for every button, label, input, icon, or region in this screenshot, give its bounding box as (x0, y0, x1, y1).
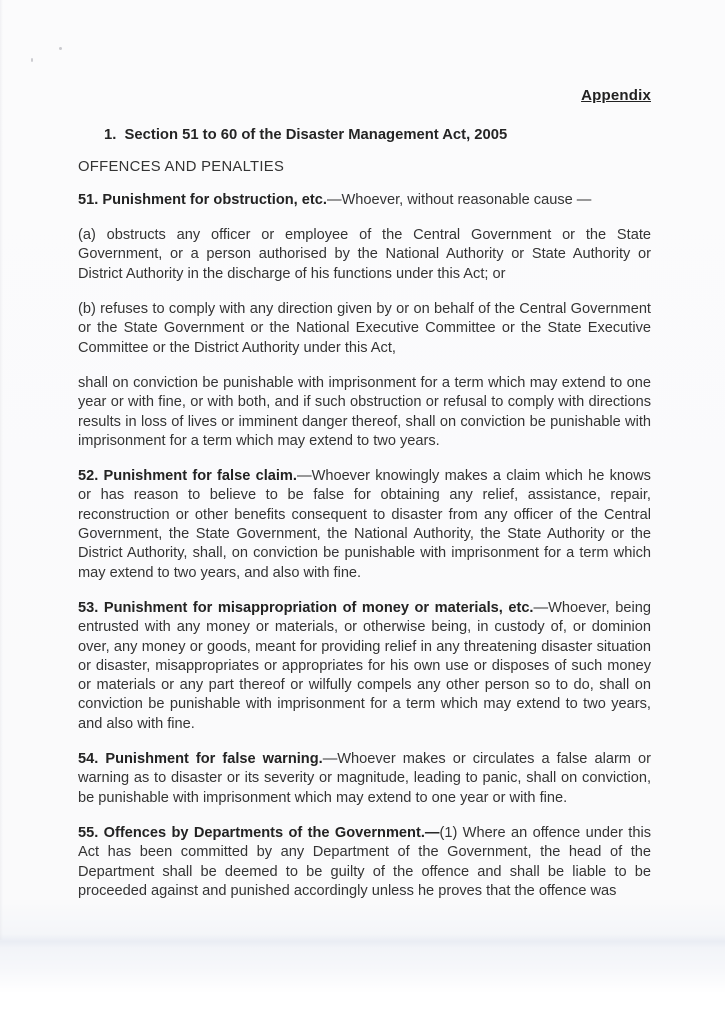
section-52-text: —Whoever knowingly makes a claim which he knows or has reason to believe to be false for obtaining any relief, assistance, repair, reconstruction or other benefits consequent to disaster from any officer of the Central Government, the State Government, the National Authority, the State Authority or the District Authority, shall, on conviction be punishable with imprisonment for a term which may extend to two years, and also with fine. (78, 468, 651, 581)
section-55-heading: 55. Offences by Departments of the Government.— (78, 824, 440, 841)
section-55-text: (1) Where an offence under this Act has been committed by any Department of the Government, the head of the Department shall be deemed to be guilty of the offence and shall be liable to be proceeded against and punished accordingly unless he proves that the offence was (78, 824, 652, 899)
scan-bottom-streak (0, 934, 725, 948)
appendix-header (78, 86, 651, 106)
section-subtitle: OFFENCES AND PENALTIES (78, 158, 285, 175)
document-content (78, 86, 651, 917)
section-51-penalty-text: shall on conviction be punishable with imprisonment for a term which may extend to one year or with fine, or with both, and if such obstruction or refusal to comply with directions results in loss of lives or imminent danger thereof, shall on conviction be punishable with imprisonment for a term which may extend to two years. (78, 374, 651, 449)
section-54-text: —Whoever makes or circulates a false alarm or warning as to disaster or its severity or magnitude, leading to panic, shall on conviction, be punishable with imprisonment which may extend to one year or with fine. (78, 751, 651, 806)
clause-b-text: (b) refuses to comply with any direction given by or on behalf of the Central Government or the State Government or the National Executive Committee or the State Executive Committee or the District Authority under this Act, (78, 301, 651, 356)
clause-a-text: (a) obstructs any officer or employee of the Central Government or the State Government, or a person authorised by the National Authority or State Authority or District Authority in the discharge of his functions under this Act; or (78, 227, 651, 282)
paragraph-clause-b (78, 300, 651, 358)
appendix-label: Appendix (581, 87, 651, 104)
paragraph-section-55 (78, 824, 651, 901)
paragraph-section-52 (78, 467, 651, 583)
section-53-text: —Whoever, being entrusted with any money or materials, or otherwise being, in custody of, or dominion over, any money or goods, meant for providing relief in any threatening disaster situation or disaster, misappropriates or appropriates for his own use or disposes of such money or materials or any part thereof or wilfully compels any other person so to do, shall on conviction be punishable with imprisonment for a term which may extend to two years, and also with fine. (78, 599, 651, 732)
paragraph-section-51-penalty (78, 374, 651, 451)
page-title: 1. Section 51 to 60 of the Disaster Management Act, 2005 (104, 127, 508, 144)
section-51-heading: 51. Punishment for obstruction, etc. (78, 191, 327, 208)
paragraph-section-53 (78, 599, 651, 734)
section-53-heading: 53. Punishment for misappropriation of money or materials, etc. (78, 599, 534, 616)
paragraph-clause-a (78, 226, 651, 284)
section-51-text: —Whoever, without reasonable cause — (326, 191, 592, 208)
section-54-heading: 54. Punishment for false warning. (78, 751, 323, 768)
scan-speck (59, 47, 62, 50)
paragraph-section-54 (78, 750, 651, 808)
scan-speck (31, 58, 33, 62)
section-52-heading: 52. Punishment for false claim. (78, 468, 297, 485)
scan-edge-shadow (0, 0, 3, 940)
paragraph-section-51 (78, 191, 651, 210)
